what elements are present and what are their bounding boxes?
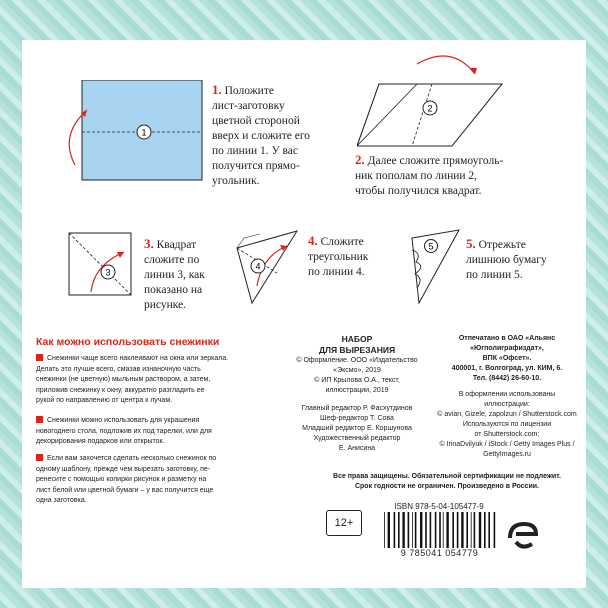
bullet-marker [36, 454, 43, 461]
step5-number: 5. [466, 236, 476, 251]
marker-5: 5 [428, 241, 434, 252]
step1-line: угольник. [212, 175, 260, 187]
staff-line: Шеф-редактор Т. Сова [320, 415, 394, 422]
printer-line: «Югполиграфиздат», [470, 345, 544, 352]
barcode-bar [474, 512, 476, 548]
age-rating-badge [326, 510, 362, 536]
bullet-marker [36, 354, 43, 361]
staff-line: Младший редактор Е. Коршунова [302, 425, 412, 432]
barcode-bar [484, 512, 486, 548]
step3-line: сложите по [144, 254, 200, 266]
bullet-line: рукой по направлению от центра к лучам. [36, 397, 173, 404]
barcode-bar [443, 512, 444, 548]
image-credit: от Shutterstock.com; [474, 431, 540, 438]
image-credit: В оформлении использованы [458, 391, 556, 398]
barcode-digits: 9 785041 054779 [400, 548, 479, 558]
step4-line: по линии 4. [308, 266, 365, 278]
image-credit: иллюстрации: [484, 401, 530, 408]
step3-number: 3. [144, 236, 154, 251]
barcode-bar [446, 512, 448, 548]
step1-line: лист-заготовку [212, 100, 285, 112]
usage-bullet [36, 416, 326, 448]
barcode-bar [488, 512, 490, 548]
step5-text [466, 236, 586, 283]
step1-line: Положите [224, 85, 274, 97]
usage-bullet [36, 354, 326, 407]
step5-illustration [404, 228, 464, 308]
credits-line: иллюстрации, 2019 [325, 387, 389, 394]
step2-text [355, 152, 585, 199]
credits-line: © Оформление. ООО «Издательство [296, 357, 418, 364]
step2-line: Далее сложите прямоуголь- [367, 155, 504, 167]
marker-3: 3 [105, 267, 111, 278]
bullet-line: декорирования подарков или открыток. [36, 438, 165, 445]
rights-line: Все права защищены. Обязательной сертификации не подлежит. [333, 473, 561, 480]
barcode-bar [494, 512, 496, 548]
step2-number: 2. [355, 152, 365, 167]
step1-text [212, 82, 362, 189]
step5-line: Отрежьте [478, 239, 526, 251]
step4-number: 4. [308, 233, 318, 248]
bullet-line: ренесите с помощью копирки рисунок и разметку на [36, 476, 207, 483]
bullet-line: Делать это лучше всего, смазав изнаночную часть [36, 365, 201, 373]
staff-line: Главный редактор Р. Фасхутдинов [301, 405, 413, 412]
step2-line: чтобы получился квадрат. [355, 185, 482, 197]
instruction-sheet [22, 40, 586, 588]
image-credit: Используются по лицензии [462, 421, 552, 428]
rights-line: Срок годности не ограничен. Произведено в России. [354, 483, 540, 490]
step4-line: треугольник [308, 251, 369, 263]
image-credit: © avian, Gizele, zapolzun / Shutterstock.com [437, 411, 577, 418]
bullet-line: Снежинки можно использовать для украшения [47, 417, 200, 424]
printer-line: Отпечатано в ОАО «Альянс [458, 335, 556, 342]
usage-bullet [36, 454, 326, 507]
step2-illustration [357, 46, 507, 156]
step1-line: цветной стороной [212, 115, 300, 127]
step1-illustration [57, 80, 207, 190]
barcode-bar [457, 512, 459, 548]
step3-line: рисунке. [144, 299, 187, 311]
barcode-bar [412, 512, 413, 548]
staff-line: Е. Анисина [338, 445, 376, 452]
marker-2: 2 [427, 103, 433, 114]
staff-line: Художественный редактор [313, 435, 401, 442]
step5-line: по линии 5. [466, 269, 523, 281]
barcode-bar [466, 512, 468, 548]
step1-line: по линии 1. У вас [212, 145, 299, 157]
step1-line: получится прямо- [212, 160, 300, 172]
rights-notice [312, 472, 582, 492]
credits-line: «Эксмо», 2019 [333, 367, 381, 374]
barcode-bar [471, 512, 472, 548]
bullet-line: Если вам захочется сделать несколько снежинок по [47, 455, 217, 462]
step4-illustration [232, 228, 302, 308]
usage-title: Как можно использовать снежинки [36, 336, 220, 348]
bullet-line: лист белой или цветной бумаги – у вас получится еще [36, 486, 214, 494]
step3-illustration [66, 230, 136, 300]
barcode [382, 512, 497, 550]
barcode-bar [408, 512, 410, 548]
bullet-line: Снежинки чаще всего наклеивают на окна или зеркала. [47, 355, 229, 362]
step5-line: лишнюю бумагу [466, 254, 547, 266]
printer-line: Тел. (8442) 26-60-10. [472, 375, 542, 382]
step1-line: вверх и сложите его [212, 130, 310, 142]
barcode-bar [420, 512, 422, 548]
age-rating: 12+ [334, 517, 354, 529]
bullet-marker [36, 416, 43, 423]
barcode-bar [388, 512, 390, 548]
step4-line: Сложите [320, 236, 364, 248]
step1-number: 1. [212, 82, 222, 97]
barcode-bar [439, 512, 441, 548]
isbn-text: ISBN 978-5-04-105477-9 [394, 502, 484, 511]
barcode-bar [452, 512, 454, 548]
image-credit: © IrinaDvilyuk / iStock / Getty Images Plus / [439, 441, 575, 448]
barcode-bar [425, 512, 427, 548]
barcode-bar [461, 512, 463, 548]
barcode-bar [402, 512, 404, 548]
barcode-bar [415, 512, 417, 548]
marker-1: 1 [141, 127, 147, 138]
barcode-bar [430, 512, 432, 548]
step3-line: линии 3, как [144, 269, 205, 281]
barcode-bar [398, 512, 400, 548]
credits-column [292, 334, 422, 454]
credits-line: © ИП Крылова О.А., текст, [314, 377, 400, 384]
marker-4: 4 [255, 261, 261, 272]
bullet-line: одному шаблону, прежде чем вырезать заготовку, пе- [36, 465, 211, 473]
bullet-line: снежинки (не цветную) мыльным раствором, а затем, [36, 376, 211, 383]
printer-line: ВПК «Офсет». [482, 355, 532, 362]
barcode-bar [479, 512, 481, 548]
step3-line: показано на [144, 284, 203, 296]
credits-title: НАБОР [341, 334, 373, 344]
credits-subtitle: ДЛЯ ВЫРЕЗАНИЯ [318, 345, 396, 355]
bullet-line: приложив снежинку к окну, аккуратно разгладить ее [36, 386, 205, 394]
bullet-line: одна заготовка. [36, 497, 87, 504]
step4-text [308, 233, 408, 280]
barcode-bar [384, 512, 385, 548]
image-credit: GettyImages.ru [483, 451, 531, 458]
bullet-line: новогоднего стола, подложив их под тарелки, или для [36, 427, 212, 435]
publisher-logo-icon [502, 516, 542, 556]
barcode-bar [394, 512, 396, 548]
step3-line: Квадрат [156, 239, 197, 251]
printer-line: 400001, г. Волгоград, ул. КИМ, 6. [451, 365, 563, 372]
step2-line: ник пополам по линии 2, [355, 170, 478, 182]
printer-column [432, 334, 582, 460]
step3-text [144, 236, 244, 313]
barcode-bar [435, 512, 437, 548]
